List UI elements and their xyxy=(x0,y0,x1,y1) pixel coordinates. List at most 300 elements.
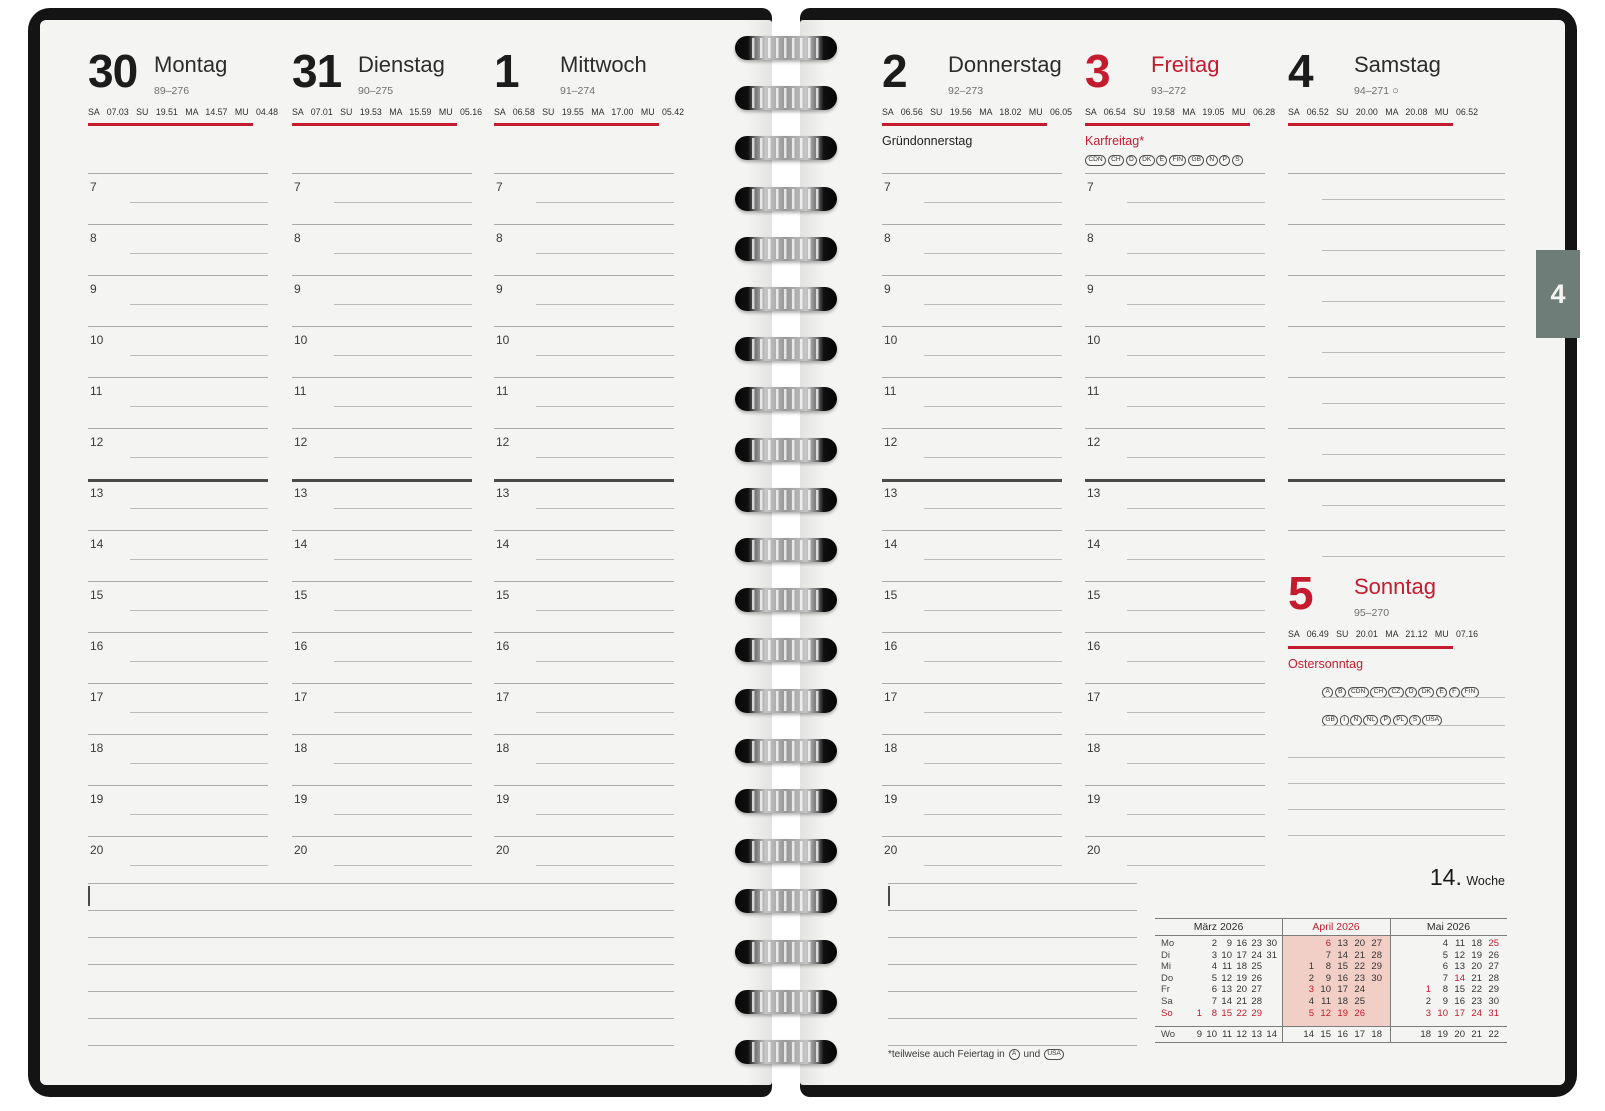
half-hour-line xyxy=(334,508,472,509)
notes-line xyxy=(888,964,1137,965)
spiral-coil xyxy=(735,538,837,562)
mini-calendar-rule xyxy=(1155,935,1507,936)
half-hour-line xyxy=(924,253,1062,254)
notes-line xyxy=(888,883,1137,884)
half-hour-line xyxy=(536,253,674,254)
half-hour-line xyxy=(1127,610,1265,611)
half-hour-line xyxy=(536,661,674,662)
half-hour-line xyxy=(130,406,268,407)
spiral-coil xyxy=(735,789,837,813)
half-hour-line xyxy=(334,253,472,254)
notes-line xyxy=(888,1018,1137,1019)
mini-cal-date: 14 xyxy=(1337,949,1348,961)
day-ordinal: 95–270 xyxy=(1354,607,1390,619)
hour-number: 14 xyxy=(294,537,308,551)
hour-number: 18 xyxy=(1087,741,1101,755)
mini-cal-date: 29 xyxy=(1371,961,1382,973)
half-hour-line xyxy=(924,661,1062,662)
hour-number: 12 xyxy=(1087,435,1101,449)
notes-line xyxy=(888,1045,1137,1046)
hour-line xyxy=(1288,530,1505,531)
country-chip: E xyxy=(1436,687,1447,698)
hour-number: 10 xyxy=(294,333,308,347)
mini-cal-date: 1 xyxy=(1196,1007,1202,1019)
mini-cal-date: 8 xyxy=(1211,1007,1217,1019)
sun-moon-times: SA 06.56 SU 19.56 MA 18.02 MU 06.05 xyxy=(882,107,1073,117)
hour-line xyxy=(882,224,1062,225)
mini-cal-date: 19 xyxy=(1471,949,1482,961)
half-hour-line xyxy=(924,304,1062,305)
mini-cal-week-number: 15 xyxy=(1320,1029,1331,1040)
hour-line xyxy=(494,734,674,735)
spiral-coil xyxy=(735,337,837,361)
mini-cal-date: 29 xyxy=(1488,984,1499,996)
notes-line xyxy=(88,883,674,884)
hour-line xyxy=(882,326,1062,327)
half-hour-line xyxy=(536,406,674,407)
hour-number: 16 xyxy=(1087,639,1101,653)
mini-cal-date: 30 xyxy=(1488,996,1499,1007)
hour-line xyxy=(882,581,1062,582)
coil-wire xyxy=(752,590,820,610)
midday-divider xyxy=(494,479,674,482)
mini-cal-date: 23 xyxy=(1471,996,1482,1007)
spiral-coil xyxy=(735,839,837,863)
half-hour-line xyxy=(130,508,268,509)
day-ordinal: 91–274 xyxy=(560,85,596,97)
hour-line xyxy=(494,377,674,378)
day-ordinal: 94–271 ○ xyxy=(1354,85,1399,97)
mini-cal-date: 2 xyxy=(1211,938,1217,949)
mini-cal-day-label: Mi xyxy=(1161,961,1172,973)
hour-number: 10 xyxy=(90,333,104,347)
half-hour-line xyxy=(1127,304,1265,305)
hour-number: 12 xyxy=(90,435,104,449)
mini-cal-date: 25 xyxy=(1488,938,1499,949)
hour-number: 17 xyxy=(294,690,308,704)
hour-line xyxy=(494,581,674,582)
header-red-rule xyxy=(292,123,457,126)
half-hour-line xyxy=(924,355,1062,356)
hour-line xyxy=(1085,173,1265,174)
coil-wire xyxy=(752,1042,820,1062)
mini-cal-date: 14 xyxy=(1454,972,1465,984)
hour-line xyxy=(882,785,1062,786)
hour-number: 16 xyxy=(90,639,104,653)
hour-line xyxy=(494,173,674,174)
half-hour-line xyxy=(1127,253,1265,254)
half-hour-line xyxy=(130,355,268,356)
mini-cal-date: 17 xyxy=(1454,1007,1465,1019)
hour-line xyxy=(292,428,472,429)
coil-wire xyxy=(752,38,820,58)
hour-line xyxy=(882,275,1062,276)
country-chip: PL xyxy=(1393,715,1408,726)
hour-number: 11 xyxy=(884,384,897,398)
mini-cal-week-number: 14 xyxy=(1303,1029,1314,1040)
coil-wire xyxy=(752,691,820,711)
footnote-country-chip: A xyxy=(1009,1049,1020,1060)
country-chip: FIN xyxy=(1461,687,1478,698)
hour-line xyxy=(1288,224,1505,225)
mini-cal-day-label: Fr xyxy=(1161,984,1170,996)
mini-calendar-divider xyxy=(1282,918,1283,1042)
day-name: Samstag xyxy=(1354,52,1441,77)
mini-cal-date: 11 xyxy=(1222,961,1232,973)
hour-line xyxy=(88,836,268,837)
hour-number: 12 xyxy=(884,435,898,449)
midday-divider xyxy=(1085,479,1265,482)
half-hour-line xyxy=(536,508,674,509)
coil-wire xyxy=(752,189,820,209)
footnote-conjunction: und xyxy=(1023,1049,1041,1061)
hour-line xyxy=(88,632,268,633)
hour-line xyxy=(88,377,268,378)
day-name: Montag xyxy=(154,52,228,77)
half-hour-line xyxy=(1127,355,1265,356)
half-hour-line xyxy=(1322,505,1505,506)
mini-cal-date: 29 xyxy=(1251,1007,1262,1019)
hour-line xyxy=(88,581,268,582)
day-number: 5 xyxy=(1288,567,1313,619)
hour-number: 19 xyxy=(294,792,308,806)
mini-cal-week-number: 12 xyxy=(1236,1029,1247,1040)
half-hour-line xyxy=(1127,559,1265,560)
hour-line xyxy=(292,173,472,174)
page-tick xyxy=(88,886,90,906)
country-chip: DK xyxy=(1139,155,1155,166)
mini-cal-week-number: 16 xyxy=(1337,1029,1348,1040)
coil-wire xyxy=(752,490,820,510)
hour-line xyxy=(88,785,268,786)
half-hour-line xyxy=(130,559,268,560)
half-hour-line xyxy=(1127,457,1265,458)
country-chip: CDN xyxy=(1085,155,1106,166)
hour-number: 18 xyxy=(90,741,104,755)
country-chip: DK xyxy=(1418,687,1434,698)
mini-cal-date: 21 xyxy=(1236,996,1247,1007)
day-ordinal: 90–275 xyxy=(358,85,394,97)
hour-number: 13 xyxy=(294,486,308,500)
notes-line xyxy=(888,937,1137,938)
mini-cal-date: 4 xyxy=(1211,961,1217,973)
hour-line xyxy=(88,224,268,225)
hour-line xyxy=(1288,326,1505,327)
half-hour-line xyxy=(334,661,472,662)
mini-cal-date: 9 xyxy=(1325,972,1331,984)
holiday-country-chips xyxy=(1085,152,1245,170)
mini-cal-date: 22 xyxy=(1236,1007,1247,1019)
mini-cal-date: 4 xyxy=(1308,996,1314,1007)
page-tick xyxy=(888,886,890,906)
half-hour-line xyxy=(334,304,472,305)
mini-calendar-rule xyxy=(1155,1042,1507,1043)
hour-number: 19 xyxy=(496,792,510,806)
sun-moon-times: SA 07.03 SU 19.51 MA 14.57 MU 04.48 xyxy=(88,107,279,117)
half-hour-line xyxy=(1127,406,1265,407)
midday-divider xyxy=(882,479,1062,482)
mini-cal-date: 22 xyxy=(1354,961,1365,973)
mini-cal-date: 1 xyxy=(1425,984,1431,996)
spiral-coil xyxy=(735,638,837,662)
hour-line xyxy=(1085,785,1265,786)
country-chip: USA xyxy=(1422,715,1442,726)
half-hour-line xyxy=(1127,814,1265,815)
spiral-coil xyxy=(735,488,837,512)
half-hour-line xyxy=(536,763,674,764)
day-ordinal: 89–276 xyxy=(154,85,190,97)
hour-number: 13 xyxy=(1087,486,1101,500)
header-red-rule xyxy=(1288,646,1453,649)
hour-line xyxy=(292,530,472,531)
mini-cal-date: 20 xyxy=(1236,984,1247,996)
half-hour-line xyxy=(924,712,1062,713)
half-hour-line xyxy=(924,406,1062,407)
hour-number: 20 xyxy=(1087,843,1101,857)
midday-divider xyxy=(88,479,268,482)
hour-number: 18 xyxy=(884,741,898,755)
mini-cal-date: 26 xyxy=(1354,1007,1365,1019)
coil-wire xyxy=(752,942,820,962)
mini-cal-date: 12 xyxy=(1320,1007,1331,1019)
hour-number: 19 xyxy=(90,792,104,806)
country-chip: N xyxy=(1206,155,1218,166)
half-hour-line xyxy=(536,304,674,305)
hour-number: 7 xyxy=(1087,180,1094,194)
day-name: Mittwoch xyxy=(560,52,647,77)
sunday-line xyxy=(1288,809,1505,810)
spiral-coil xyxy=(735,237,837,261)
mini-cal-date: 4 xyxy=(1442,938,1448,949)
mini-cal-week-number: 13 xyxy=(1251,1029,1262,1040)
hour-line xyxy=(1288,428,1505,429)
mini-cal-date: 27 xyxy=(1371,938,1382,949)
coil-wire xyxy=(752,138,820,158)
country-chip: D xyxy=(1405,687,1417,698)
hour-line xyxy=(882,428,1062,429)
mini-cal-date: 20 xyxy=(1354,938,1365,949)
half-hour-line xyxy=(536,355,674,356)
spiral-coil xyxy=(735,889,837,913)
half-hour-line xyxy=(130,253,268,254)
mini-cal-date: 10 xyxy=(1437,1007,1448,1019)
day-name: Sonntag xyxy=(1354,574,1436,599)
hour-line xyxy=(882,377,1062,378)
mini-calendar-rule xyxy=(1155,918,1507,919)
header-red-rule xyxy=(1288,123,1453,126)
hour-line xyxy=(1288,377,1505,378)
half-hour-line xyxy=(130,712,268,713)
hour-number: 8 xyxy=(496,231,503,245)
hour-line xyxy=(88,275,268,276)
half-hour-line xyxy=(924,763,1062,764)
hour-line xyxy=(88,428,268,429)
hour-number: 19 xyxy=(1087,792,1101,806)
half-hour-line xyxy=(130,457,268,458)
hour-number: 13 xyxy=(884,486,898,500)
hour-line xyxy=(292,785,472,786)
half-hour-line xyxy=(334,763,472,764)
half-hour-line xyxy=(536,559,674,560)
half-hour-line xyxy=(1322,556,1505,557)
hour-number: 7 xyxy=(496,180,503,194)
hour-line xyxy=(494,224,674,225)
hour-line xyxy=(1085,326,1265,327)
hour-line xyxy=(292,683,472,684)
country-chip: F xyxy=(1449,687,1460,698)
country-chip: CZ xyxy=(1388,687,1404,698)
spiral-coil xyxy=(735,287,837,311)
mini-cal-week-number: 9 xyxy=(1196,1029,1202,1040)
mini-cal-date: 7 xyxy=(1325,949,1331,961)
mini-calendar-divider xyxy=(1390,918,1391,1042)
mini-cal-date: 12 xyxy=(1221,972,1232,984)
coil-wire xyxy=(752,339,820,359)
day-ordinal: 92–273 xyxy=(948,85,984,97)
mini-cal-date: 3 xyxy=(1425,1007,1431,1019)
mini-cal-date: 18 xyxy=(1471,938,1482,949)
coil-wire xyxy=(752,239,820,259)
day-number: 31 xyxy=(292,45,342,97)
mini-cal-month-name: April 2026 xyxy=(1312,921,1360,933)
mini-cal-week-number: 18 xyxy=(1420,1029,1431,1040)
mini-cal-date: 5 xyxy=(1442,949,1448,961)
midday-divider xyxy=(1288,479,1505,482)
mini-calendar-rule xyxy=(1155,1026,1507,1027)
sun-moon-times: SA 07.01 SU 19.53 MA 15.59 MU 05.16 xyxy=(292,107,483,117)
hour-line xyxy=(1085,632,1265,633)
mini-cal-date: 10 xyxy=(1320,984,1331,996)
country-chip: NL xyxy=(1363,715,1378,726)
half-hour-line xyxy=(130,814,268,815)
country-chip: B xyxy=(1335,687,1346,698)
notes-line xyxy=(888,910,1137,911)
mini-cal-date: 26 xyxy=(1488,949,1499,961)
header-red-rule xyxy=(494,123,659,126)
mini-cal-date: 18 xyxy=(1236,961,1247,973)
hour-number: 11 xyxy=(1087,384,1100,398)
country-chip: GB xyxy=(1322,715,1338,726)
mini-cal-week-number: 10 xyxy=(1206,1029,1217,1040)
hour-number: 18 xyxy=(294,741,308,755)
hour-number: 9 xyxy=(884,282,891,296)
spiral-coil xyxy=(735,136,837,160)
coil-wire xyxy=(752,289,820,309)
hour-number: 17 xyxy=(884,690,898,704)
mini-cal-day-label: Di xyxy=(1161,949,1170,961)
coil-wire xyxy=(752,88,820,108)
half-hour-line xyxy=(1322,199,1505,200)
mini-cal-date: 5 xyxy=(1308,1007,1314,1019)
mini-cal-date: 16 xyxy=(1337,972,1348,984)
holiday-label: Gründonnerstag xyxy=(882,134,973,148)
moon-phase-icon: ○ xyxy=(1389,85,1399,97)
half-hour-line xyxy=(334,814,472,815)
hour-line xyxy=(88,326,268,327)
half-hour-line xyxy=(924,610,1062,611)
hour-number: 15 xyxy=(884,588,898,602)
half-hour-line xyxy=(1127,712,1265,713)
hour-line xyxy=(882,683,1062,684)
hour-number: 8 xyxy=(294,231,301,245)
day-name: Donnerstag xyxy=(948,52,1062,77)
country-chip: CH xyxy=(1370,687,1386,698)
holiday-label: Ostersonntag xyxy=(1288,657,1364,671)
half-hour-line xyxy=(334,559,472,560)
mini-cal-date: 17 xyxy=(1337,984,1348,996)
half-hour-line xyxy=(334,457,472,458)
mini-cal-date: 9 xyxy=(1442,996,1448,1007)
mini-cal-date: 19 xyxy=(1236,972,1247,984)
mini-cal-date: 28 xyxy=(1251,996,1262,1007)
mini-cal-day-label: Do xyxy=(1161,972,1174,984)
hour-line xyxy=(1085,581,1265,582)
mini-cal-date: 10 xyxy=(1221,949,1232,961)
half-hour-line xyxy=(334,406,472,407)
mini-cal-week-number: 17 xyxy=(1354,1029,1365,1040)
half-hour-line xyxy=(334,865,472,866)
hour-line xyxy=(1085,224,1265,225)
chip-row-line xyxy=(1322,697,1505,698)
spiral-coil xyxy=(735,588,837,612)
spiral-coil xyxy=(735,36,837,60)
hour-line xyxy=(882,734,1062,735)
hour-line xyxy=(494,632,674,633)
mini-cal-date: 19 xyxy=(1337,1007,1348,1019)
mini-cal-date: 23 xyxy=(1251,938,1262,949)
hour-number: 14 xyxy=(884,537,898,551)
mini-cal-date: 11 xyxy=(1321,996,1331,1007)
hour-number: 10 xyxy=(496,333,510,347)
hour-number: 15 xyxy=(90,588,104,602)
hour-number: 10 xyxy=(884,333,898,347)
mini-cal-date: 25 xyxy=(1251,961,1262,973)
day-number: 30 xyxy=(88,45,138,97)
week-number-label xyxy=(1255,864,1505,891)
week-number: 14. xyxy=(1429,864,1462,890)
half-hour-line xyxy=(130,763,268,764)
sunday-line xyxy=(1288,783,1505,784)
hour-line xyxy=(292,836,472,837)
mini-cal-date: 8 xyxy=(1325,961,1331,973)
day-number: 1 xyxy=(494,45,519,97)
hour-number: 9 xyxy=(294,282,301,296)
hour-line xyxy=(494,836,674,837)
mini-cal-date: 12 xyxy=(1454,949,1465,961)
mini-cal-date: 13 xyxy=(1454,961,1465,973)
half-hour-line xyxy=(1322,301,1505,302)
hour-line xyxy=(1085,683,1265,684)
spiral-coil xyxy=(735,1040,837,1064)
notes-line xyxy=(88,910,674,911)
country-chip: I xyxy=(1340,715,1349,726)
half-hour-line xyxy=(130,304,268,305)
mini-cal-date: 3 xyxy=(1308,984,1314,996)
hour-line xyxy=(1085,530,1265,531)
half-hour-line xyxy=(1322,403,1505,404)
coil-wire xyxy=(752,540,820,560)
half-hour-line xyxy=(924,202,1062,203)
mini-cal-date: 27 xyxy=(1488,961,1499,973)
coil-wire xyxy=(752,841,820,861)
hour-number: 20 xyxy=(496,843,510,857)
hour-line xyxy=(882,836,1062,837)
header-red-rule xyxy=(882,123,1047,126)
hour-line xyxy=(1085,275,1265,276)
hour-number: 15 xyxy=(294,588,308,602)
coil-wire xyxy=(752,640,820,660)
spiral-coil xyxy=(735,689,837,713)
